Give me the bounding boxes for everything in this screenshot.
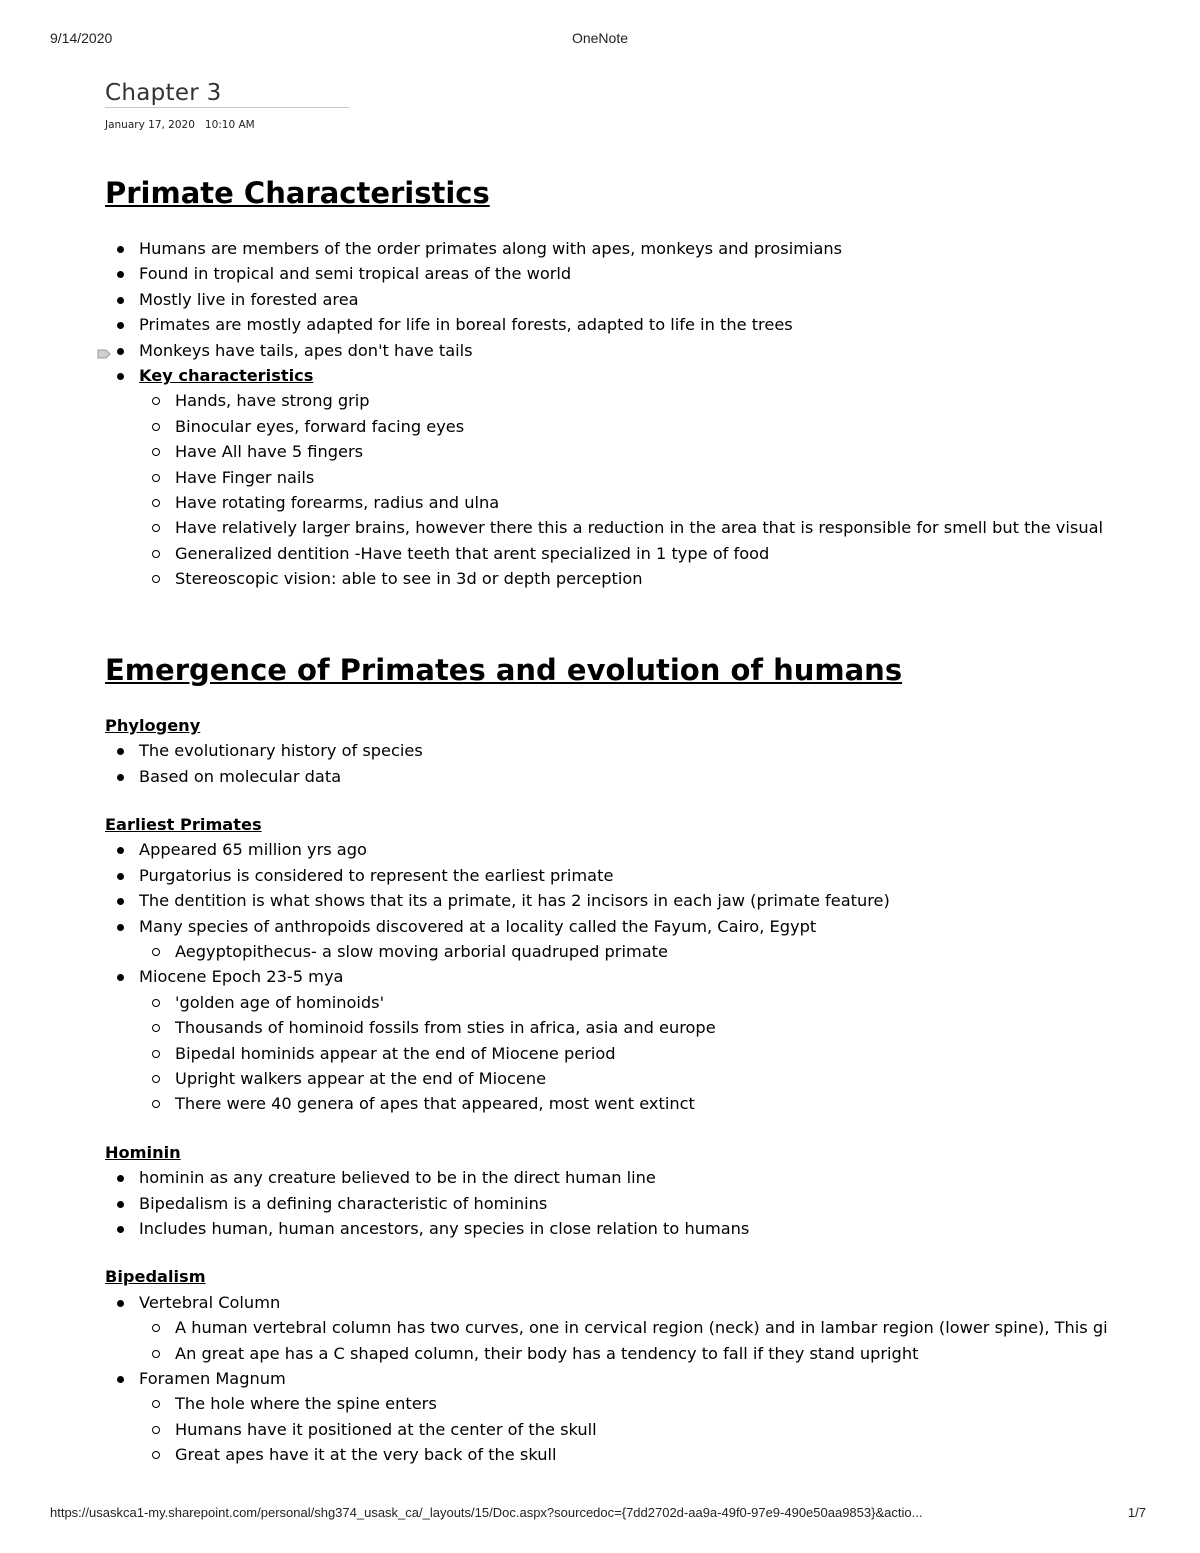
- print-header: [50, 30, 1150, 48]
- section-heading-primate-characteristics: Primate Characteristics: [105, 176, 490, 210]
- list-item: There were 40 genera of apes that appeared, most went extinct: [105, 1091, 1150, 1116]
- fayum-sub-list: [105, 939, 1150, 964]
- list-item: Purgatorius is considered to represent the earliest primate: [105, 863, 1150, 888]
- list-item: Upright walkers appear at the end of Miocene: [105, 1066, 1150, 1091]
- list-item: Vertebral Column: [105, 1290, 1150, 1315]
- list-item: Found in tropical and semi tropical areas of the world: [105, 261, 1150, 286]
- list-item: Based on molecular data: [105, 764, 1150, 789]
- list-item: Monkeys have tails, apes don't have tails: [105, 338, 1150, 363]
- page-title: Chapter 3: [105, 80, 222, 106]
- list-item: Aegyptopithecus- a slow moving arborial quadruped primate: [105, 939, 1150, 964]
- subheading-bipedalism: Bipedalism: [105, 1267, 206, 1287]
- page-created-date: January 17, 2020: [105, 119, 195, 131]
- vertebral-sub-list: [105, 1315, 1150, 1366]
- miocene-sub-list: [105, 990, 1150, 1117]
- foramen-sub-list: [105, 1391, 1150, 1467]
- subheading-earliest-primates: Earliest Primates: [105, 814, 262, 834]
- list-item: Great apes have it at the very back of the skull: [105, 1442, 1150, 1467]
- list-item-key-characteristics: [105, 363, 1150, 388]
- list-item: Humans have it positioned at the center of the skull: [105, 1417, 1150, 1442]
- list-item: The dentition is what shows that its a primate, it has 2 incisors in each jaw (primate feature): [105, 888, 1150, 913]
- foramen-list: [105, 1366, 1150, 1391]
- list-item: Have Finger nails: [105, 465, 1150, 490]
- list-item: hominin as any creature believed to be in the direct human line: [105, 1165, 1150, 1190]
- list-item: Appeared 65 million yrs ago: [105, 837, 1150, 862]
- footer-url: https://usaskca1-my.sharepoint.com/personal/shg374_usask_ca/_layouts/15/Doc.aspx?sourcedoc={7dd2702d-aa9a-49f0-97e9-490e50aa9853}&actio...: [50, 1505, 923, 1520]
- print-footer: [50, 1505, 1150, 1523]
- miocene-list: [105, 964, 1150, 989]
- page-content: [105, 173, 1150, 1468]
- list-item: 'golden age of hominoids': [105, 990, 1150, 1015]
- print-date: 9/14/2020: [50, 30, 113, 46]
- subheading-phylogeny: Phylogeny: [105, 715, 201, 735]
- list-item: Binocular eyes, forward facing eyes: [105, 414, 1150, 439]
- list-item: An great ape has a C shaped column, their body has a tendency to fall if they stand upright: [105, 1341, 1150, 1366]
- list-item: The evolutionary history of species: [105, 738, 1150, 763]
- list-item: Thousands of hominoid fossils from sties in africa, asia and europe: [105, 1015, 1150, 1040]
- footer-page-number: 1/7: [1127, 1505, 1146, 1520]
- phylogeny-list: [105, 738, 1150, 789]
- hominin-list: [105, 1165, 1150, 1241]
- list-item: Foramen Magnum: [105, 1366, 1150, 1391]
- list-item: Many species of anthropoids discovered at a locality called the Fayum, Cairo, Egypt: [105, 914, 1150, 939]
- bipedalism-list: [105, 1290, 1150, 1315]
- list-item: Miocene Epoch 23-5 mya: [105, 964, 1150, 989]
- section-heading-emergence: Emergence of Primates and evolution of humans: [105, 652, 903, 687]
- title-divider: [105, 107, 349, 108]
- list-item: Have All have 5 fingers: [105, 439, 1150, 464]
- list-item: Humans are members of the order primates along with apes, monkeys and prosimians: [105, 236, 1150, 261]
- key-characteristics-list: [105, 388, 1150, 591]
- page-created-time: 10:10 AM: [204, 119, 255, 131]
- primate-characteristics-list: [105, 236, 1150, 388]
- list-item: Bipedalism is a defining characteristic of hominins: [105, 1191, 1150, 1216]
- list-item: Generalized dentition -Have teeth that arent specialized in 1 type of food: [105, 541, 1150, 566]
- print-app-name: OneNote: [571, 30, 629, 46]
- subheading-hominin: Hominin: [105, 1142, 181, 1162]
- list-item: Bipedal hominids appear at the end of Miocene period: [105, 1041, 1150, 1066]
- list-item: The hole where the spine enters: [105, 1391, 1150, 1416]
- list-item: Includes human, human ancestors, any species in close relation to humans: [105, 1216, 1150, 1241]
- list-item: A human vertebral column has two curves, one in cervical region (neck) and in lambar region (lower spine), This gi: [105, 1315, 1150, 1340]
- page-created-datetime: [105, 119, 265, 131]
- key-characteristics-label: Key characteristics: [139, 366, 314, 386]
- list-item: Primates are mostly adapted for life in boreal forests, adapted to life in the trees: [105, 312, 1150, 337]
- list-item: Mostly live in forested area: [105, 287, 1150, 312]
- earliest-primates-list: [105, 837, 1150, 939]
- list-item: Have rotating forearms, radius and ulna: [105, 490, 1150, 515]
- list-item: Hands, have strong grip: [105, 388, 1150, 413]
- list-item: Stereoscopic vision: able to see in 3d or depth perception: [105, 566, 1150, 591]
- list-item: Have relatively larger brains, however there this a reduction in the area that is responsible for smell but the visual: [105, 515, 1150, 540]
